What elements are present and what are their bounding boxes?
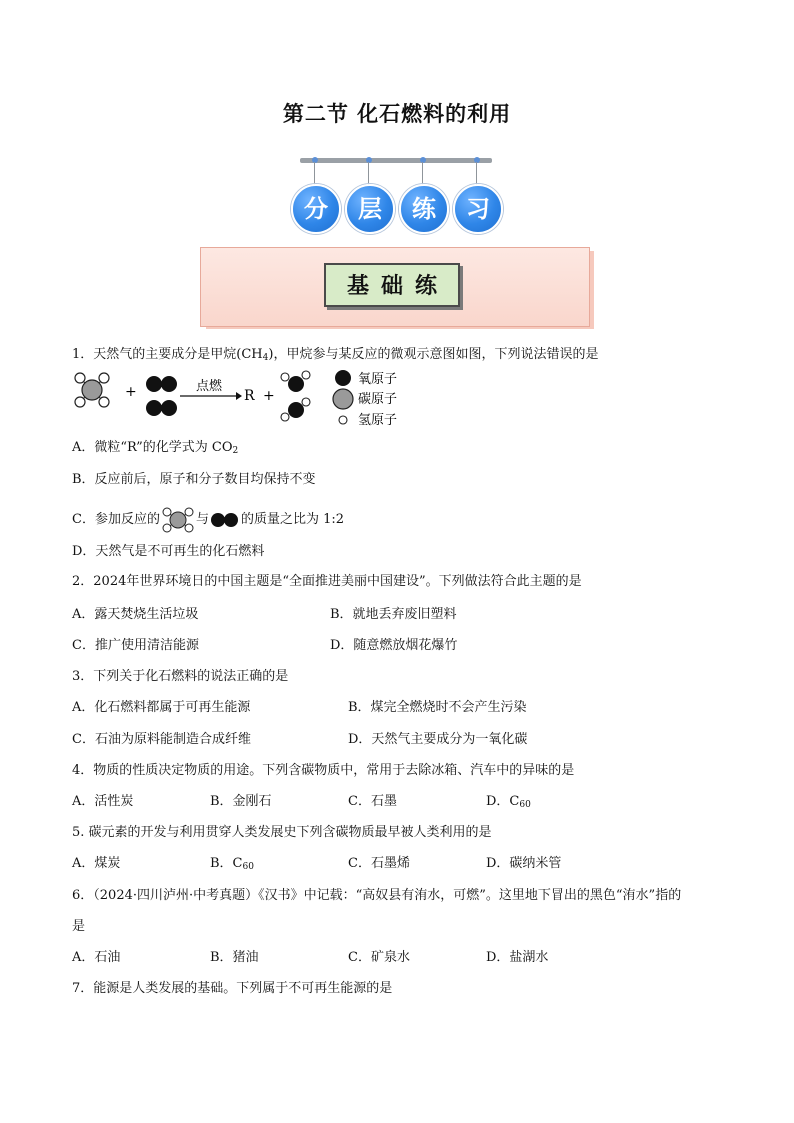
question-3-option-b[interactable]: B．煤完全燃烧时不会产生污染 [348, 700, 527, 715]
question-3-stem: 3．下列关于化石燃料的说法正确的是 [72, 669, 289, 684]
option-c-pre: C．参加反应的 [72, 512, 160, 527]
oxygen-molecules [146, 376, 177, 416]
option-d-sub: 60 [519, 800, 531, 810]
question-6-option-c[interactable]: C．矿泉水 [348, 950, 410, 965]
banner-pin [420, 157, 426, 163]
question-1-stem [72, 346, 598, 367]
question-4-stem: 4．物质的性质决定物质的用途。下列含碳物质中，常用于去除冰箱、汽车中的异味的是 [72, 763, 575, 778]
oxygen-molecule-icon [210, 511, 240, 529]
question-4-option-d[interactable] [486, 793, 531, 814]
plus-sign-1: + [125, 384, 137, 400]
banner-pin [312, 157, 318, 163]
question-3-option-c[interactable]: C．石油为原料能制造合成纤维 [72, 732, 251, 747]
question-7-stem: 7．能源是人类发展的基础。下列属于不可再生能源的是 [72, 981, 393, 996]
banner-bubble: 练 [399, 184, 449, 234]
question-1-option-b[interactable]: B．反应前后，原子和分子数目均保持不变 [72, 472, 316, 487]
section-label: 基础练 [324, 263, 460, 307]
option-d-text: D．C [486, 794, 520, 809]
banner-bubble: 分 [291, 184, 341, 234]
water-molecules [281, 371, 310, 421]
question-1-option-a[interactable] [72, 439, 238, 460]
page-title: 第二节 化石燃料的利用 [282, 102, 512, 126]
question-6-option-a[interactable]: A．石油 [72, 950, 121, 965]
option-c-post: 的质量之比为 1:2 [240, 512, 345, 527]
question-3-option-d[interactable]: D．天然气主要成分为一氧化碳 [348, 732, 528, 747]
banner-bubble: 层 [345, 184, 395, 234]
question-6-stem-line2: 是 [72, 919, 86, 934]
option-b-text: B．C [210, 856, 243, 871]
question-5-option-d[interactable]: D．碳纳米管 [486, 856, 562, 871]
question-5-option-a[interactable]: A．煤炭 [72, 856, 121, 871]
question-2-stem: 2．2024年世界环境日的中国主题是“全面推进美丽中国建设”。下列做法符合此主题的是 [72, 574, 582, 589]
banner-pin [474, 157, 480, 163]
legend-hydrogen: 氢原子 [358, 413, 398, 428]
question-6-option-b[interactable]: B．猪油 [210, 950, 259, 965]
question-6-stem-line1: 6．（2024·四川泸州·中考真题）《汉书》中记载：“高奴县有洧水，可燃”。这里地下冒出的黑色“洧水”指的 [72, 888, 682, 903]
banner-rod [300, 158, 492, 163]
question-1-stem-pre: 1．天然气的主要成分是甲烷(CH [72, 347, 263, 362]
question-5-option-c[interactable]: C．石墨烯 [348, 856, 410, 871]
methane-molecule [75, 373, 109, 407]
question-4-option-a[interactable]: A．活性炭 [72, 794, 134, 809]
banner-pin [366, 157, 372, 163]
product-r: R [244, 388, 255, 404]
question-2-option-a[interactable]: A．露天焚烧生活垃圾 [72, 607, 199, 622]
atom-legend [333, 370, 397, 428]
question-6-option-d[interactable]: D．盐湖水 [486, 950, 549, 965]
methane-molecule-icon [161, 507, 195, 533]
question-1-stem-post: )，甲烷参与某反应的微观示意图如图，下列说法错误的是 [268, 347, 599, 362]
question-4-option-c[interactable]: C．石墨 [348, 794, 397, 809]
legend-carbon: 碳原子 [358, 392, 398, 407]
banner-bubble: 习 [453, 184, 503, 234]
question-2-option-c[interactable]: C．推广使用清洁能源 [72, 638, 199, 653]
question-2-option-b[interactable]: B．就地丢弃废旧塑料 [330, 607, 457, 622]
option-b-sub: 60 [242, 862, 254, 872]
reaction-condition: 点燃 [196, 379, 223, 394]
question-5-option-b[interactable] [210, 855, 254, 876]
question-4-option-b[interactable]: B．金刚石 [210, 794, 272, 809]
question-1-stem-sub: 4 [262, 353, 269, 363]
reaction-diagram [70, 368, 420, 430]
plus-sign-2: + [263, 388, 275, 404]
question-1-option-c[interactable] [72, 507, 344, 533]
question-1-option-d[interactable]: D．天然气是不可再生的化石燃料 [72, 544, 265, 559]
option-c-mid: 与 [195, 512, 209, 527]
legend-oxygen: 氧原子 [358, 372, 398, 387]
option-a-text: A．微粒“R”的化学式为 CO [72, 440, 233, 455]
question-2-option-d[interactable]: D．随意燃放烟花爆竹 [330, 638, 458, 653]
question-5-stem: 5. 碳元素的开发与利用贯穿人类发展史下列含碳物质最早被人类利用的是 [72, 825, 492, 840]
question-3-option-a[interactable]: A．化石燃料都属于可再生能源 [72, 700, 251, 715]
option-a-sub: 2 [232, 446, 239, 456]
